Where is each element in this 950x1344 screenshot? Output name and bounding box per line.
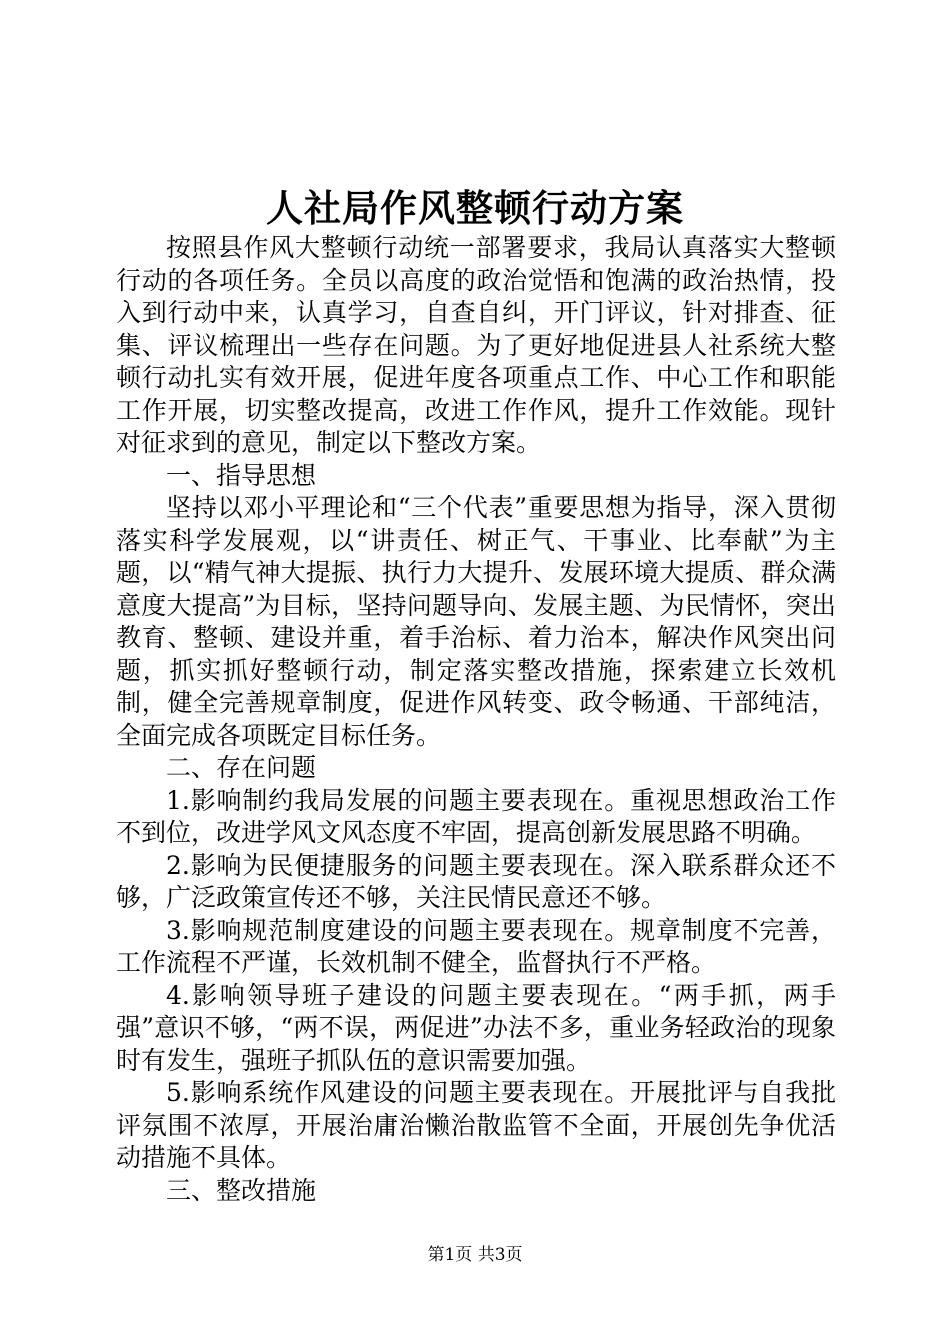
problem-item-3: 3.影响规范制度建设的问题主要表现在。规章制度不完善，工作流程不严谨，长效机制不健全，监督执行不严格。 bbox=[116, 915, 836, 977]
guiding-thought-paragraph: 坚持以邓小平理论和“三个代表”重要思想为指导，深入贯彻落实科学发展观，以“讲责任、树正气、干事业、比奉献”为主题，以“精气神大提振、执行力大提升、发展环境大提质、群众满意度大提高”为目标，坚持问题导向、发展主题、为民情怀，突出教育、整顿、建设并重，着手治标、着力治本，解决作风突出问题，抓实抓好整顿行动，制定落实整改措施，探索建立长效机制，健全完善规章制度，促进作风转变、政令畅通、干部纯洁，全面完成各项既定目标任务。 bbox=[116, 493, 836, 750]
page-number-footer: 第1页 共3页 bbox=[427, 1245, 523, 1265]
problem-item-1: 1.影响制约我局发展的问题主要表现在。重视思想政治工作不到位，改进学风文风态度不牢固，提高创新发展思路不明确。 bbox=[116, 785, 836, 847]
intro-paragraph: 按照县作风大整顿行动统一部署要求，我局认真落实大整顿行动的各项任务。全员以高度的政治觉悟和饱满的政治热情，投入到行动中来，认真学习，自查自纠，开门评议，针对排查、征集、评议梳理出一些存在问题。为了更好地促进县人社系统大整顿行动扎实有效开展，促进年度各项重点工作、中心工作和职能工作开展，切实整改提高，改进工作作风，提升工作效能。现针对征求到的意见，制定以下整改方案。 bbox=[116, 233, 836, 457]
section-heading-existing-problems: 二、存在问题 bbox=[166, 753, 317, 782]
document-body bbox=[116, 232, 836, 1207]
section-heading-guiding-thought: 一、指导思想 bbox=[166, 460, 317, 490]
document-title: 人社局作风整顿行动方案 bbox=[266, 186, 684, 230]
problem-item-5: 5.影响系统作风建设的问题主要表现在。开展批评与自我批评氛围不浓厚，开展治庸治懒治散监管不全面，开展创先争优活动措施不具体。 bbox=[116, 1078, 836, 1172]
section-heading-rectification-measures: 三、整改措施 bbox=[166, 1175, 317, 1205]
problem-item-4: 4.影响领导班子建设的问题主要表现在。“两手抓，两手强”意识不够，“两不误，两促进”办法不多，重业务轻政治的现象时有发生，强班子抓队伍的意识需要加强。 bbox=[116, 980, 836, 1075]
problem-item-2: 2.影响为民便捷服务的问题主要表现在。深入联系群众还不够，广泛政策宣传还不够，关注民情民意还不够。 bbox=[116, 850, 836, 912]
